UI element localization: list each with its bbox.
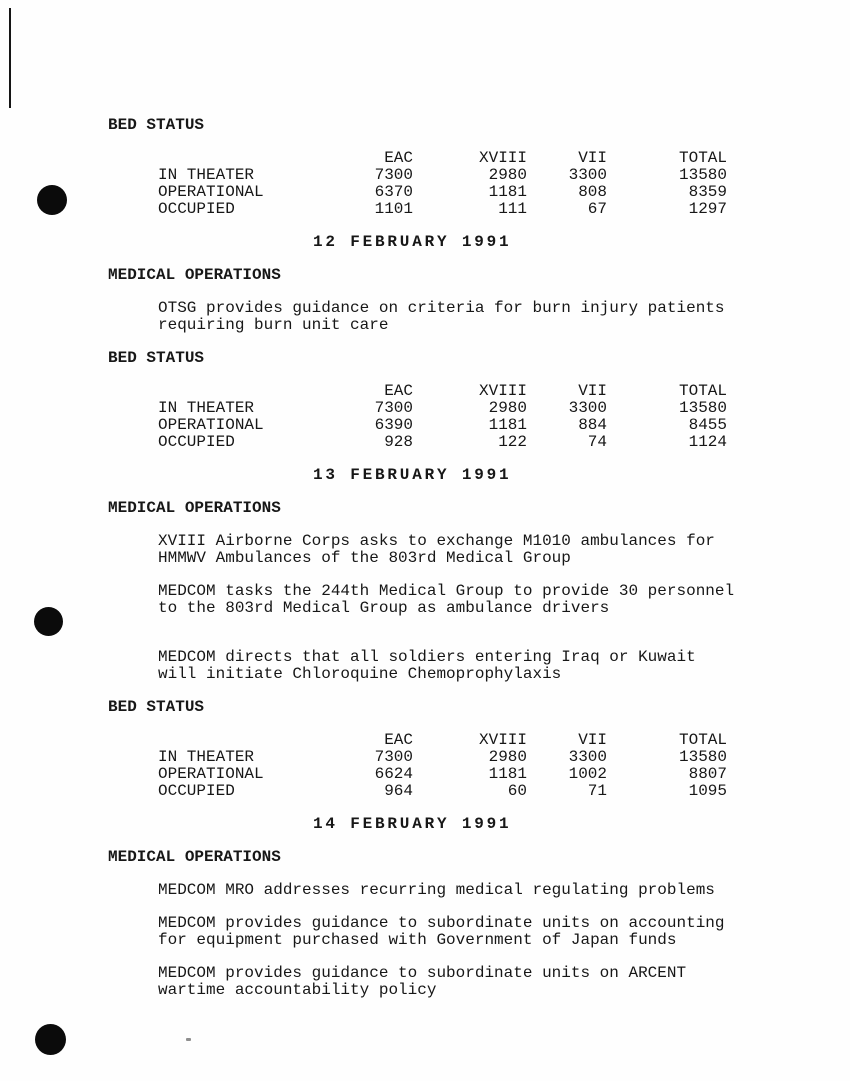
- paragraph-line: will initiate Chloroquine Chemoprophylaxis: [158, 665, 562, 683]
- date-heading-13-feb: 13 FEBRUARY 1991: [313, 466, 512, 484]
- paragraph: [158, 915, 768, 949]
- hole-punch-mark: [37, 185, 67, 215]
- hole-punch-mark: [35, 1024, 66, 1055]
- row-label-empty: [108, 732, 370, 749]
- cell-value: 13580: [678, 166, 727, 184]
- bed-status-table: [108, 150, 768, 218]
- cell-value: 7300: [374, 399, 413, 417]
- column-header-eac: EAC: [384, 731, 413, 749]
- paragraph: [158, 882, 768, 899]
- column-header-eac: EAC: [384, 149, 413, 167]
- column-header-total: TOTAL: [678, 731, 727, 749]
- table-header-row: [108, 732, 768, 749]
- table-row: [108, 167, 768, 184]
- paragraph: [158, 533, 768, 567]
- paragraph-line: XVIII Airborne Corps asks to exchange M1010 ambulances for: [158, 532, 715, 550]
- medical-operations-section: [108, 267, 768, 334]
- cell-value: 808: [578, 183, 607, 201]
- cell-value: 7300: [374, 748, 413, 766]
- row-label: OPERATIONAL: [158, 183, 264, 201]
- bed-status-heading: BED STATUS: [108, 698, 205, 716]
- row-label: IN THEATER: [158, 166, 255, 184]
- bed-status-table: [108, 732, 768, 800]
- paragraph-line: requiring burn unit care: [158, 316, 389, 334]
- cell-value: 884: [578, 416, 607, 434]
- cell-value: 67: [587, 200, 607, 218]
- column-header-vii: VII: [578, 149, 607, 167]
- column-header-total: TOTAL: [678, 382, 727, 400]
- scan-speck-artifact: [186, 1038, 191, 1041]
- cell-value: 60: [507, 782, 527, 800]
- hole-punch-mark: [34, 607, 63, 636]
- paragraph-line: MEDCOM MRO addresses recurring medical regulating problems: [158, 881, 715, 899]
- cell-value: 1101: [374, 200, 413, 218]
- paragraph-line: HMMWV Ambulances of the 803rd Medical Group: [158, 549, 571, 567]
- paragraph: [158, 965, 768, 999]
- paragraph: [158, 583, 768, 617]
- cell-value: 13580: [678, 748, 727, 766]
- paragraph-line: to the 803rd Medical Group as ambulance drivers: [158, 599, 610, 617]
- cell-value: 71: [587, 782, 607, 800]
- row-label: IN THEATER: [158, 399, 255, 417]
- cell-value: 964: [384, 782, 413, 800]
- column-header-vii: VII: [578, 382, 607, 400]
- document-content: [108, 117, 768, 1015]
- medical-operations-heading: MEDICAL OPERATIONS: [108, 499, 281, 517]
- row-label: OPERATIONAL: [158, 765, 264, 783]
- medical-operations-section: [108, 500, 768, 683]
- paragraph-line: MEDCOM provides guidance to subordinate units on ARCENT: [158, 964, 687, 982]
- table-row: [108, 184, 768, 201]
- medical-operations-heading: MEDICAL OPERATIONS: [108, 266, 281, 284]
- cell-value: 1002: [568, 765, 607, 783]
- cell-value: 1095: [688, 782, 727, 800]
- cell-value: 6624: [374, 765, 413, 783]
- cell-value: 1181: [488, 765, 527, 783]
- row-label: OPERATIONAL: [158, 416, 264, 434]
- bed-status-section: [108, 699, 768, 800]
- cell-value: 2980: [488, 748, 527, 766]
- cell-value: 1297: [688, 200, 727, 218]
- table-row: [108, 749, 768, 766]
- paragraph-line: wartime accountability policy: [158, 981, 437, 999]
- cell-value: 928: [384, 433, 413, 451]
- cell-value: 111: [498, 200, 527, 218]
- date-heading-14-feb: 14 FEBRUARY 1991: [313, 815, 512, 833]
- row-label-empty: [108, 150, 370, 167]
- row-label-empty: [108, 383, 370, 400]
- row-label: IN THEATER: [158, 748, 255, 766]
- row-label: OCCUPIED: [158, 433, 235, 451]
- column-header-xviii: XVIII: [478, 731, 527, 749]
- cell-value: 8807: [688, 765, 727, 783]
- cell-value: 8359: [688, 183, 727, 201]
- paragraph-line: OTSG provides guidance on criteria for burn injury patients: [158, 299, 725, 317]
- cell-value: 7300: [374, 166, 413, 184]
- cell-value: 3300: [568, 748, 607, 766]
- cell-value: 3300: [568, 166, 607, 184]
- cell-value: 1181: [488, 416, 527, 434]
- bed-status-section: [108, 117, 768, 218]
- cell-value: 74: [587, 433, 607, 451]
- table-row: [108, 783, 768, 800]
- table-row: [108, 400, 768, 417]
- column-header-eac: EAC: [384, 382, 413, 400]
- row-label: OCCUPIED: [158, 200, 235, 218]
- cell-value: 1124: [688, 433, 727, 451]
- table-row: [108, 417, 768, 434]
- cell-value: 6390: [374, 416, 413, 434]
- paragraph: [158, 300, 768, 334]
- cell-value: 2980: [488, 166, 527, 184]
- column-header-xviii: XVIII: [478, 149, 527, 167]
- scan-line-artifact: [9, 8, 11, 108]
- medical-operations-heading: MEDICAL OPERATIONS: [108, 848, 281, 866]
- table-header-row: [108, 150, 768, 167]
- cell-value: 122: [498, 433, 527, 451]
- cell-value: 13580: [678, 399, 727, 417]
- bed-status-heading: BED STATUS: [108, 349, 205, 367]
- date-heading-12-feb: 12 FEBRUARY 1991: [313, 233, 512, 251]
- bed-status-table: [108, 383, 768, 451]
- bed-status-heading: BED STATUS: [108, 116, 205, 134]
- paragraph-line: MEDCOM tasks the 244th Medical Group to provide 30 personnel: [158, 582, 735, 600]
- medical-operations-section: [108, 849, 768, 999]
- cell-value: 2980: [488, 399, 527, 417]
- bed-status-section: [108, 350, 768, 451]
- paragraph: [158, 649, 768, 683]
- paragraph-line: MEDCOM provides guidance to subordinate units on accounting: [158, 914, 725, 932]
- column-header-total: TOTAL: [678, 149, 727, 167]
- table-row: [108, 434, 768, 451]
- table-header-row: [108, 383, 768, 400]
- cell-value: 8455: [688, 416, 727, 434]
- paragraph-line: MEDCOM directs that all soldiers entering Iraq or Kuwait: [158, 648, 696, 666]
- cell-value: 3300: [568, 399, 607, 417]
- paragraph-line: for equipment purchased with Government of Japan funds: [158, 931, 677, 949]
- table-row: [108, 201, 768, 218]
- table-row: [108, 766, 768, 783]
- column-header-vii: VII: [578, 731, 607, 749]
- column-header-xviii: XVIII: [478, 382, 527, 400]
- row-label: OCCUPIED: [158, 782, 235, 800]
- cell-value: 6370: [374, 183, 413, 201]
- cell-value: 1181: [488, 183, 527, 201]
